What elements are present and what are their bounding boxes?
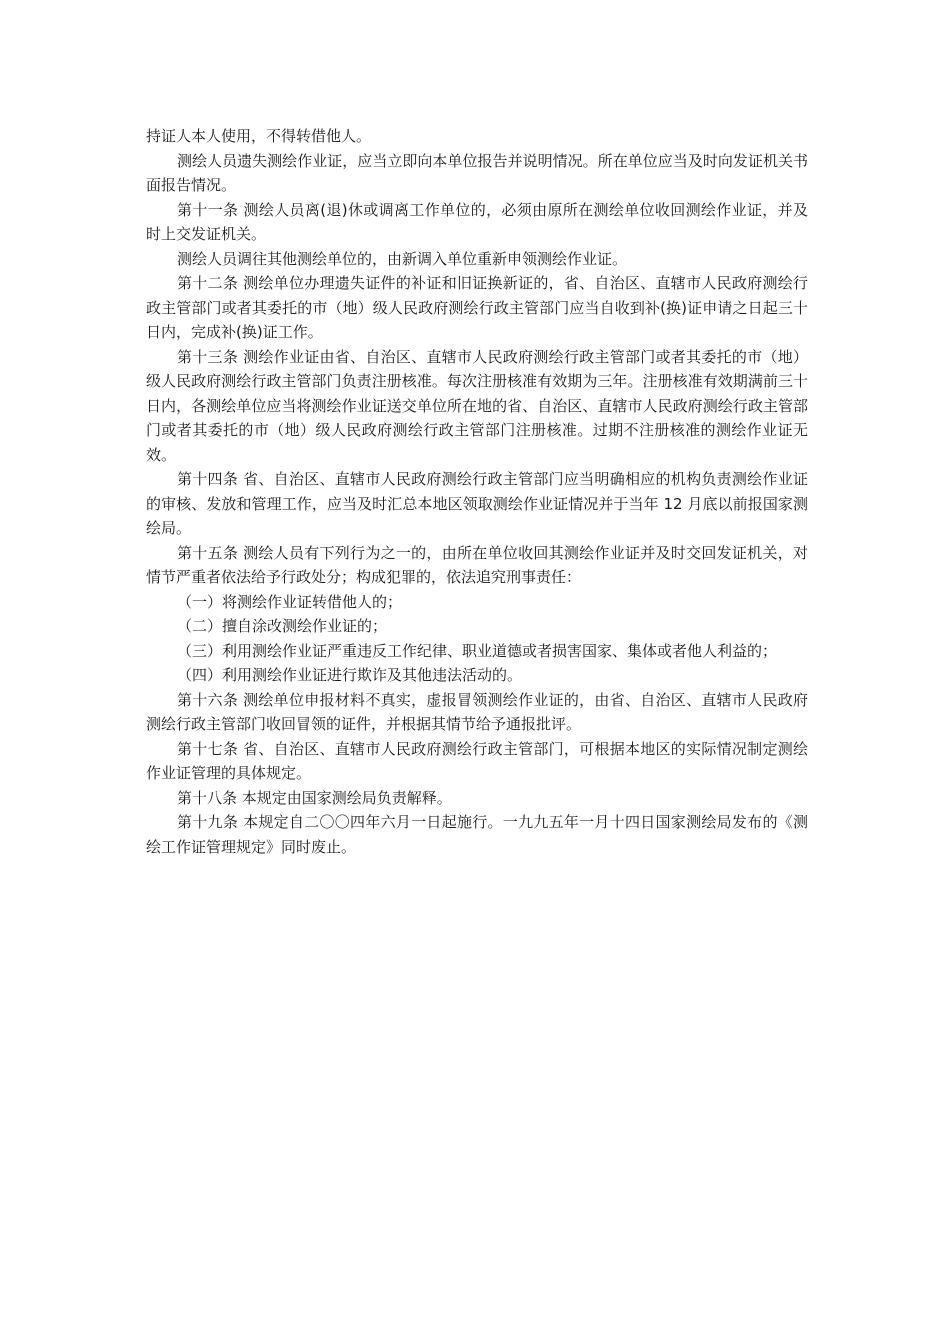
article-14: 第十四条 省、自治区、直辖市人民政府测绘行政主管部门应当明确相应的机构负责测绘作业证的审核、发放和管理工作，应当及时汇总本地区领取测绘作业证情况并于当年 12 月底以前报国家测绘局。 bbox=[146, 470, 808, 537]
article-19: 第十九条 本规定自二〇〇四年六月一日起施行。一九九五年一月十四日国家测绘局发布的《测绘工作证管理规定》同时废止。 bbox=[146, 813, 808, 856]
paragraph-continuation: 持证人本人使用，不得转借他人。 bbox=[146, 127, 372, 145]
article-15-item-4: （四）利用测绘作业证进行欺诈及其他违法活动的。 bbox=[177, 666, 523, 684]
article-15-item-3: （三）利用测绘作业证严重违反工作纪律、职业道德或者损害国家、集体或者他人利益的； bbox=[177, 641, 778, 660]
article-16: 第十六条 测绘单位申报材料不真实，虚报冒领测绘作业证的，由省、自治区、直辖市人民政府测绘行政主管部门收回冒领的证件，并根据其情节给予通报批评。 bbox=[146, 690, 808, 733]
document-body bbox=[146, 124, 808, 859]
article-17: 第十七条 省、自治区、直辖市人民政府测绘行政主管部门，可根据本地区的实际情况制定测绘作业证管理的具体规定。 bbox=[146, 739, 808, 782]
paragraph-transfer: 测绘人员调往其他测绘单位的，由新调入单位重新申领测绘作业证。 bbox=[177, 249, 628, 268]
article-15-item-1: （一）将测绘作业证转借他人的； bbox=[177, 592, 403, 611]
paragraph-lost-certificate: 测绘人员遗失测绘作业证，应当立即向本单位报告并说明情况。所在单位应当及时向发证机关书面报告情况。 bbox=[146, 151, 808, 194]
article-15: 第十五条 测绘人员有下列行为之一的，由所在单位收回其测绘作业证并及时交回发证机关，对情节严重者依法给予行政处分；构成犯罪的，依法追究刑事责任： bbox=[146, 543, 808, 586]
article-12: 第十二条 测绘单位办理遗失证件的补证和旧证换新证的，省、自治区、直辖市人民政府测绘行政主管部门或者其委托的市（地）级人民政府测绘行政主管部门应当自收到补(换)证申请之日起三十日内，完成补(换)证工作。 bbox=[146, 274, 808, 341]
article-11: 第十一条 测绘人员离(退)休或调离工作单位的，必须由原所在测绘单位收回测绘作业证，并及时上交发证机关。 bbox=[146, 200, 808, 243]
article-18: 第十八条 本规定由国家测绘局负责解释。 bbox=[177, 788, 452, 807]
article-13: 第十三条 测绘作业证由省、自治区、直辖市人民政府测绘行政主管部门或者其委托的市（地）级人民政府测绘行政主管部门负责注册核准。每次注册核准有效期为三年。注册核准有效期满前三十日内，各测绘单位应当将测绘作业证送交单位所在地的省、自治区、直辖市人民政府测绘行政主管部门或者其委托的市（地）级人民政府测绘行政主管部门注册核准。过期不注册核准的测绘作业证无效。 bbox=[146, 347, 808, 464]
article-15-item-2: （二）擅自涂改测绘作业证的； bbox=[177, 617, 388, 635]
